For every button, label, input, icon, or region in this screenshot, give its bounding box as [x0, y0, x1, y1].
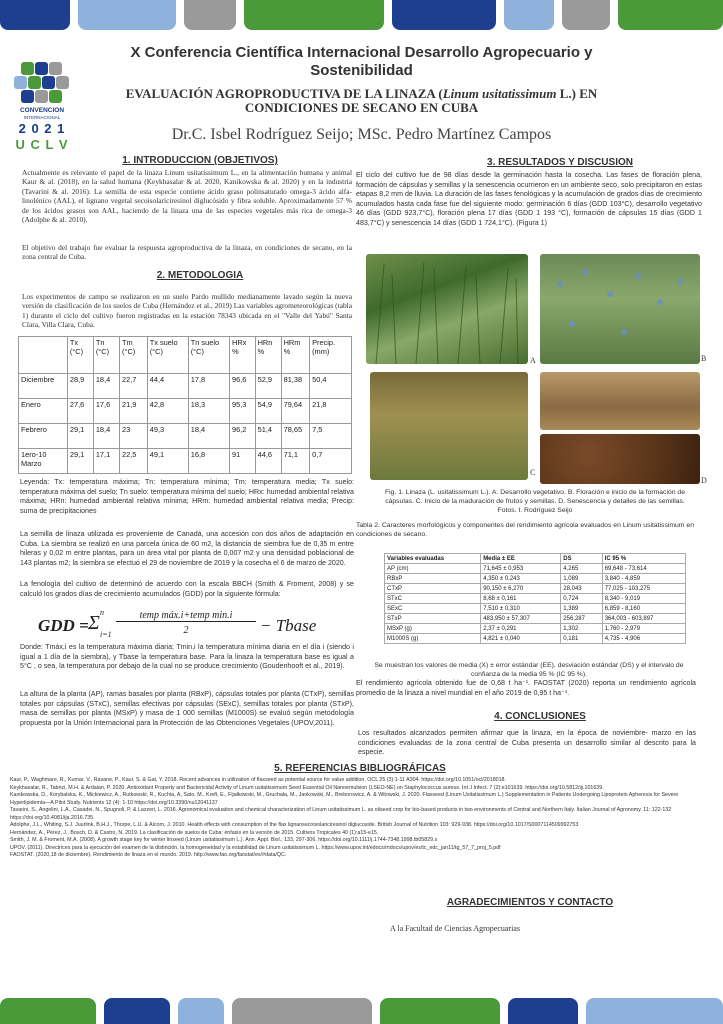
methods-heading: 2. METODOLOGIA — [156, 270, 244, 281]
table2-row — [385, 574, 686, 584]
table1-header-cell: Tx suelo (°C) — [147, 337, 188, 374]
conclusions-heading: 4. CONCLUSIONES — [494, 711, 586, 722]
table2-row — [385, 604, 686, 614]
table2-row — [385, 634, 686, 644]
methods-paragraph-5: La altura de la planta (AP), ramas basales por planta (RBxP), cápsulas totales por planta (CTxP), semillas totales por cápsulas (STxC), semillas efectivas por cápsulas (SExC), semillas totales por planta (STxP), masa de semillas por planta (MSxP) y masa de 1 000 semillas (M1000S) se evaluó según metodología propuesta por la Unión Internacional para la Protección de las Obtenciones Vegetales (UPOV,2011). — [20, 690, 354, 727]
photo-vegetative-development — [366, 254, 528, 364]
table1-cell: 54,9 — [255, 399, 281, 424]
photo-maturation — [370, 372, 528, 480]
table1-cell: 28,9 — [67, 374, 93, 399]
table1-cell: 17,8 — [188, 374, 229, 399]
table1-header-cell: HRx % — [230, 337, 256, 374]
table2-cell: 1,089 — [561, 574, 602, 584]
table2-row — [385, 584, 686, 594]
methods-paragraph-3: La fenología del cultivo de determinó de acuerdo con la escala BBCH (Smith & Froment, 2008) y se calculó los grados días de crecimiento acumulados (GDD) por la siguiente fórmula: — [20, 580, 354, 598]
table1-row — [19, 449, 352, 474]
table2-cell: 4,821 ± 0,040 — [481, 634, 561, 644]
table1-legend: Leyenda: Tx: temperatura máxima; Tn: temperatura mínima; Tm: temperatura media; Tx suelo: temperatura máxima del suelo; Tn suelo: temperatura mínima del suelo; HRx: humedad ambiental relativa máxima; HRn: humedad ambiental relativa mínima; HRm: humedad ambiental relativa media; Precip: suma de precipitaciones — [20, 478, 354, 515]
references-heading: 5. REFERENCIAS BIBLIOGRÁFICAS — [274, 763, 446, 774]
table1-cell: 21,8 — [310, 399, 352, 424]
table2-cell: 69,648 - 73,614 — [602, 564, 685, 574]
table1-cell: 7,5 — [310, 424, 352, 449]
photo-label-d: D — [701, 476, 707, 485]
table2-cell: 7,510 ± 0,310 — [481, 604, 561, 614]
table1-cell: 91 — [230, 449, 256, 474]
table2-header-cell: Media ± EE — [481, 554, 561, 564]
table1-row — [19, 399, 352, 424]
authors: Dr.C. Isbel Rodríguez Seijo; MSc. Pedro Martínez Campos — [171, 126, 552, 143]
climate-table — [18, 336, 352, 474]
table2-cell: 1,389 — [561, 604, 602, 614]
table2-row — [385, 564, 686, 574]
table2-cell: 4,265 — [561, 564, 602, 574]
reference-item[interactable]: Smith, J. M. & Froment, M.A. (2008). A growth stage key for winter linseed (Linum usitatissimum L.). Ann. Appl. Biol., 133, 297-306. https://doi.org/10.1111/j.1744-7348.1998.tb05829.x — [10, 837, 438, 843]
table2-cell: 71,645 ± 0,953 — [481, 564, 561, 574]
reference-item[interactable]: Adolphe, J.L., Whiting, S.J. Juurlink, B.H.J., Thorpe, L.U. & Alcorn, J. 2010. Health effects with consumption of the flax lignansecoisolariciresinol diglucoside. British Journal of Nutrition 103: 929-938. https://doi.org/10.1017/S0007114509992753 — [10, 822, 579, 828]
table1-cell: Enero — [19, 399, 68, 424]
table2-cell: RBxP — [385, 574, 481, 584]
table1-header-cell: Tm (°C) — [120, 337, 148, 374]
table1-cell: 44,6 — [255, 449, 281, 474]
results-paragraph-1: El ciclo del cultivo fue de 98 días desde la germinación hasta la cosecha. Las fases de floración plena, formación de cápsulas y semillas y la senescencia ocurrieron en un ambiente seco, solo precipitaron en estas etapas 8,2 mm de lluvia. La duración de las fases fenológicas y la acumulación de grados días de crecimiento acumulados hasta cada fase fue del siguiente modo: germinación 6 días (GDD 103°C), desarrollo vegetativo 46 días (GDD 923,7°C), floración plena 17 días (GDD 1 193 °C), formación de cápsulas 15 días (GDD 1 483,7°C) y senescencia 14 días (GDD 1 724,1°C). (Figura 1) — [356, 171, 702, 227]
photo-flowering — [540, 254, 700, 364]
logo-line1: CONVENCION — [19, 107, 65, 114]
methods-paragraph-4: Donde: Tmáx,i es la temperatura máxima diaria; Tmin,i la temperatura mínima diaria en el día i (siendo i igual a 1 día de la siembra), y Tbase la temperatura base. Para la linaza la temperatura base es igual a 5°C , o sea, la temperatura por debajo de la cual no se produce crecimiento (Goudenhooft et al., 2019). — [20, 643, 354, 671]
table1-cell: 29,1 — [67, 449, 93, 474]
reference-item[interactable]: Kanikowska, D., Korybalska, K., Mickiewicz, A., Rutkowski, R., Kuchta, A, Sato, M., Kreft, E., Fijałkowski, M., Gruchała, M., Jankowski, M., Breborowicz, A. & Witowski, J. 2020. Flaxseed (Linum Usitatissimum L.) Supplementation in Patients Undergoing Lipoprotein Apheresis for Severe Hyperlipidemia—A Pilot Study. Nutrients 12 (4): 1-10 https://doi.org/10.3390/nu12041137 — [10, 792, 679, 806]
figure-caption: Fig. 1. Linaza (L. usitatissimum L.). A. Desarrollo vegetativo. B. Floración e inicio de la formación de cápsulas. C. Inicio de la maduración de frutos y semillas. D. Senescencia y detalles de las semillas. Fotos. I. Rodríguez Seijo — [385, 489, 685, 514]
table1-cell: 52,9 — [255, 374, 281, 399]
table1-cell: 42,8 — [147, 399, 188, 424]
table2-cell: 256,287 — [561, 614, 602, 624]
table2-header-cell: DS — [561, 554, 602, 564]
table1-cell: 0,7 — [310, 449, 352, 474]
table2-cell: STxC — [385, 594, 481, 604]
results-heading: 3. RESULTADOS Y DISCUSION — [487, 157, 633, 168]
reference-item[interactable]: FAOSTAT. (2020,18 de diciembre). Rendimiento de linaza en el mundo. 2019. http://www.fao.org/faostat/es/#data/QC. — [10, 852, 287, 858]
table2-row — [385, 594, 686, 604]
photo-label-a: A — [530, 356, 536, 365]
table1-cell: 22,7 — [120, 374, 148, 399]
table1-cell: 50,4 — [310, 374, 352, 399]
references-list — [10, 777, 713, 860]
conference-title: X Conferencia Científica Internacional Desarrollo Agropecuario y Sostenibilidad — [130, 44, 593, 79]
bottom-decor-bar — [0, 990, 723, 1024]
table1-cell: 51,4 — [255, 424, 281, 449]
table1-cell: 17,6 — [93, 399, 119, 424]
table2-cell: 483,950 ± 57,307 — [481, 614, 561, 624]
table1-cell: 18,4 — [93, 424, 119, 449]
table2-cell: 1,760 - 2,979 — [602, 624, 685, 634]
table1-cell: 22,5 — [120, 449, 148, 474]
table2-header-row — [385, 554, 686, 564]
table2-cell: 364,003 - 603,897 — [602, 614, 685, 624]
table1-cell: 16,8 — [188, 449, 229, 474]
reference-item[interactable]: Tavarini, S., Angelini, L.A., Casadei, N., Spugnoli, P. & Lazzeri, L. 2016. Agronomical evaluation and chemical characterization of Linum usitatissimum L. as oilseed crop for bio-based products in two environments of Central and Northern Italy. Italian Journal of Agronomy. 11: 122-132 https://doi.org/10.4081/ija.2016.735. — [10, 807, 672, 821]
gdd-formula: GDD = Σ n i=1 temp máx.i+temp min.i 2 − Tbase — [38, 608, 317, 639]
table2-row — [385, 614, 686, 624]
table1-cell: 81,38 — [281, 374, 310, 399]
methods-paragraph-2: La semilla de linaza utilizada es proveniente de Canadá, una accesión con dos años de adaptación en Cuba. La siembra se realizó en una parcela única de 60 m2, la distancia de siembra fue de 0,35 m entre hileras y 0,02 m entre plantas, para un área vital por planta de 0,007 m2 y una densidad poblacional de 143 plantas m2; la siembra se efectuó el 29 de noviembre de 2019 y la cosecha el 6 de marzo de 2020. — [20, 530, 354, 567]
table1-header-row — [19, 337, 352, 374]
reference-item[interactable]: UPOV. (2011). Directrices para la ejecución del examen de la distinción, la homogeneidad y la estabilidad de Linum usitatissimum L. https://www.upov.int/edocs/mdocs/upov/es/tc_edc_jan11/tg_57_7_proj_5.pdf — [10, 844, 501, 851]
table1-cell: 18,4 — [188, 424, 229, 449]
reference-item[interactable]: Kaur, P., Waghmare, R., Kumar, V., Rasane, P., Kaur, S. & Gat, Y. 2018. Recent advances in utilization of flaxseed as potential source for value addition. OCL 25 (3):1-11 A304. https://doi.org/10.1051/ocl/2018018. — [10, 777, 506, 783]
intro-paragraph-2: El objetivo del trabajo fue evaluar la respuesta agroproductiva de la linaza, en condiciones de secano, en la zona central de Cuba. — [22, 243, 352, 262]
logo-line2: INTERNACIONAL — [23, 115, 61, 120]
photo-seeds — [540, 434, 700, 484]
results-paragraph-2: El rendimiento agrícola obtenido fue de 0,68 t ha⁻¹. FAOSTAT (2020) reporta un rendimiento agrícola promedio de la linaza a nivel mundial en el año 2019 de 0,95 t ha⁻¹. — [356, 679, 696, 697]
table1-cell: 29,1 — [67, 424, 93, 449]
reference-item[interactable]: Hernández, A., Pérez, J., Bosch, D. & Castro, N. 2019. La clasificación de suelos de Cuba: énfasis en la versión de 2015. Cultivos Tropicales 40 (1):a15-e15. — [10, 829, 379, 836]
acknowledgements-text: A la Facultad de Ciencias Agropecuarias — [390, 924, 520, 933]
table1-header-cell: HRn % — [255, 337, 281, 374]
table1-cell: 49,3 — [147, 424, 188, 449]
logo-year: 2 0 2 1 — [18, 121, 66, 136]
table1-cell: 17,1 — [93, 449, 119, 474]
table2-cell: 4,735 - 4,906 — [602, 634, 685, 644]
table2-cell: 6,859 - 8,160 — [602, 604, 685, 614]
table1-cell: 18,3 — [188, 399, 229, 424]
table2-header-cell: IC 95 % — [602, 554, 685, 564]
methods-paragraph-1: Los experimentos de campo se realizaron en un suelo Pardo mullido medianamente lavado según la nueva versión de clasificación de los suelos de Cuba (Hernández et al., 2019) Las variables agrometeorológicas (tabla 1) durante el ciclo del cultivo fueron registradas en la estación 78343 ubicada en el "Valle del Yabú" Santa Clara, Villa Clara, Cuba. — [22, 292, 352, 330]
table1-cell: 96,6 — [230, 374, 256, 399]
table1-cell: Febrero — [19, 424, 68, 449]
table1-cell: 71,1 — [281, 449, 310, 474]
table1-header-cell: Tx (°C) — [67, 337, 93, 374]
table1-cell: 18,4 — [93, 374, 119, 399]
table2-cell: 77,025 - 103,275 — [602, 584, 685, 594]
table1-row — [19, 374, 352, 399]
table1-cell: Diciembre — [19, 374, 68, 399]
table2-header-cell: Variables evaluadas — [385, 554, 481, 564]
table2-row — [385, 624, 686, 634]
photo-senescence — [540, 372, 700, 430]
table2-cell: STxP — [385, 614, 481, 624]
photo-label-b: B — [701, 354, 707, 363]
table2-cell: 28,043 — [561, 584, 602, 594]
table2-cell: AP (cm) — [385, 564, 481, 574]
table1-header-cell: Tn (°C) — [93, 337, 119, 374]
intro-heading: 1. INTRODUCCION (OBJETIVOS) — [122, 155, 278, 166]
table1-header-cell — [19, 337, 68, 374]
table1-cell: 95,3 — [230, 399, 256, 424]
conclusions-paragraph: Los resultados alcanzados permiten afirmar que la linaza, en la época de noviembre- marzo en las condiciones evaluadas de la zona central de Cuba presenta un desarrollo similar al descrito para la especie. — [358, 729, 696, 757]
table1-header-cell: HRm % — [281, 337, 310, 374]
poster-title: EVALUACIÓN AGROPRODUCTIVA DE LA LINAZA (Linum usitatissimum L.) EN CONDICIONES DE SECANO EN CUBA — [125, 86, 598, 115]
table2-cell: 3,840 - 4,859 — [602, 574, 685, 584]
table1-cell: 79,64 — [281, 399, 310, 424]
table1-header-cell: Tn suelo (°C) — [188, 337, 229, 374]
table1-header-cell: Precip. (mm) — [310, 337, 352, 374]
table2-cell: 8,68 ± 0,161 — [481, 594, 561, 604]
table1-cell: 21,9 — [120, 399, 148, 424]
table2-cell: 8,340 - 9,019 — [602, 594, 685, 604]
yield-table — [384, 553, 686, 644]
acknowledgements-heading: AGRADECIMIENTOS Y CONTACTO — [446, 897, 614, 908]
table1-cell: 78,65 — [281, 424, 310, 449]
table2-cell: M1000S (g) — [385, 634, 481, 644]
table2-note: Se muestran los valores de media (X) ± error estándar (EE), desviación estándar (DS) y el intervalo de confianza de la media 95 % (IC 95 %). — [374, 662, 684, 678]
table1-cell: 49,1 — [147, 449, 188, 474]
table2-cell: 0,724 — [561, 594, 602, 604]
table1-cell: 96,2 — [230, 424, 256, 449]
top-decor-bar — [0, 0, 723, 34]
intro-paragraph-1: Actualmente es relevante el papel de la linaza Linum usitatissimum L., en la alimentación humana y animal Kaur & al. (2018), en la salud humana (Keykhasalar & al. 2020, Kanikowska & al. 2020) y en la industria (Tavarini & al. 2016). La semilla de esta especie contiene ácido graso polinsaturado omega-3 ácido alfa-linolénico (AAL), el lignano vegetal secoisolariciresinol diglucósido y fibra soluble. Aproximadamente 57 % de los ácidos grasos son AAL, haciendo de la linaza una de las especies vegetales más rica de omega-3 (Adolphe & al. 2010). — [22, 168, 352, 225]
convention-logo — [14, 62, 69, 154]
reference-item[interactable]: Keykhasalar, R., Tabrizi, M.H. & Ardalan, P. 2020. Antioxidant Property and Bactericidal Activity of Linum usitatissimum Seed Essential Oil Nanoemulsion (LSEO-NE) on Staphylococcus aureus. Int J Infect. 7 (2):e101639. https://doi.org/10.5812/iji.101639. — [10, 784, 604, 791]
table2-cell: 4,350 ± 0,243 — [481, 574, 561, 584]
table1-cell: 23 — [120, 424, 148, 449]
table1-cell: 44,4 — [147, 374, 188, 399]
table2-cell: CTxP — [385, 584, 481, 594]
table2-cell: 90,150 ± 6,270 — [481, 584, 561, 594]
table2-caption: Tabla 2. Caracteres morfológicos y componentes del rendimiento agrícola evaluados en Linum usitatissimum en condiciones de secano. — [356, 522, 694, 538]
table2-cell: 0,181 — [561, 634, 602, 644]
table1-cell: 1ero-10 Marzo — [19, 449, 68, 474]
logo-uclv: U C L V — [15, 137, 69, 152]
table2-cell: MSxP (g) — [385, 624, 481, 634]
table2-cell: SExC — [385, 604, 481, 614]
photo-label-c: C — [530, 468, 536, 477]
table1-cell: 27,6 — [67, 399, 93, 424]
table2-cell: 1,302 — [561, 624, 602, 634]
table2-cell: 2,37 ± 0,291 — [481, 624, 561, 634]
table1-row — [19, 424, 352, 449]
